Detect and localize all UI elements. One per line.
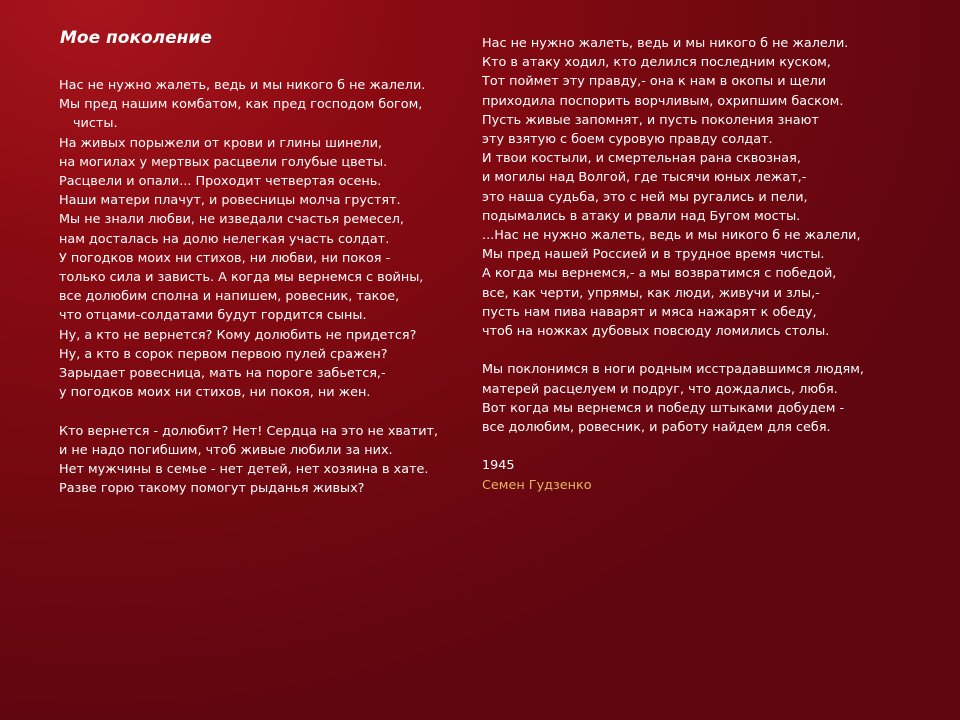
poem-line: что отцами-солдатами будут гордится сыны. [59,308,367,324]
poem-line: у погодков моих ни стихов, ни покоя, ни жен. [59,385,371,401]
poem-line: У погодков моих ни стихов, ни любви, ни покоя - [59,250,391,266]
poem-title: Мое поколение [60,28,212,48]
poem-line: Кто в атаку ходил, кто делился последним куском, [482,55,831,71]
poem-line: Нас не нужно жалеть, ведь и мы никого б не жалели. [482,36,849,51]
poem-line: А когда мы вернемся,- а мы возвратимся с победой, [482,266,837,282]
poem-line: эту взятую с боем суровую правду солдат. [482,132,773,148]
poem-line: Наши матери плачут, и ровесницы молча грустят. [59,193,401,209]
poem-line: Мы поклонимся в ноги родным исстрадавшимся людям, [482,362,864,378]
stanza-gap [482,437,892,456]
poem-line: пусть нам пива наварят и мяса нажарят к обеду, [482,304,817,320]
poem-column-right [482,34,892,495]
poem-line: все долюбим, ровесник, и работу найдем для себя. [482,420,831,436]
poem-line: и могилы над Волгой, где тысячи юных лежат,- [482,170,807,186]
poem-line: Разве горю такому помогут рыданья живых? [59,481,365,497]
poem-column-left [59,76,469,498]
poem-line: На живых порыжели от крови и глины шинели, [59,135,382,151]
poem-line: подымались в атаку и рвали над Бугом мосты. [482,208,801,224]
stanza-gap [482,341,892,360]
poem-line: Мы пред нашим комбатом, как пред господом богом, чисты. [59,97,423,132]
poem-line: Нас не нужно жалеть, ведь и мы никого б не жалели. [59,78,426,93]
poem-line: Вот когда мы вернемся и победу штыками добудем - [482,400,845,416]
poem-line: Мы не знали любви, не изведали счастья ремесел, [59,212,404,228]
poem-line: и не надо погибшим, чтоб живые любили за них. [59,442,393,458]
poem-line: Тот поймет эту правду,- она к нам в окопы и щели [482,74,827,90]
poem-line: это наша судьба, это с ней мы ругались и пели, [482,189,808,205]
poem-line: Нет мужчины в семье - нет детей, нет хозяина в хате. [59,462,429,478]
poem-line: приходила поспорить ворчливым, охрипшим баском. [482,93,844,109]
poem-line: все, как черти, упрямы, как люди, живучи и злы,- [482,285,820,301]
poem-line: матерей расцелуем и подруг, что дождались, любя. [482,381,838,397]
stanza-gap [59,402,469,421]
poem-line: чтоб на ножках дубовых повсюду ломились столы. [482,324,830,340]
poem-line: Пусть живые запомнят, и пусть поколения знают [482,112,819,128]
poem-line: Зарыдает ровесница, мать на пороге забьется,- [59,366,386,382]
poem-line: Расцвели и опали... Проходит четвертая осень. [59,174,382,190]
poem-line: И твои костыли, и смертельная рана сквозная, [482,151,801,167]
poem-line: Ну, а кто не вернется? Кому долюбить не придется? [59,327,417,343]
poem-line: только сила и зависть. А когда мы вернемся с войны, [59,270,424,286]
poem-line: нам досталась на долю нелегкая участь солдат. [59,231,390,247]
poem-line: на могилах у мертвых расцвели голубые цветы. [59,154,388,170]
poem-line: 1945 [482,458,515,474]
poem-line: Мы пред нашей Россией и в трудное время чисты. [482,247,825,263]
poem-line: все долюбим сполна и напишем, ровесник, такое, [59,289,400,305]
poem-line: ...Нас не нужно жалеть, ведь и мы никого б не жалели, [482,228,861,244]
poem-line: Ну, а кто в сорок первом первою пулей сражен? [59,346,388,362]
poem-line: Кто вернется - долюбит? Нет! Сердца на это не хватит, [59,423,439,439]
poem-author: Семен Гудзенко [482,477,592,493]
